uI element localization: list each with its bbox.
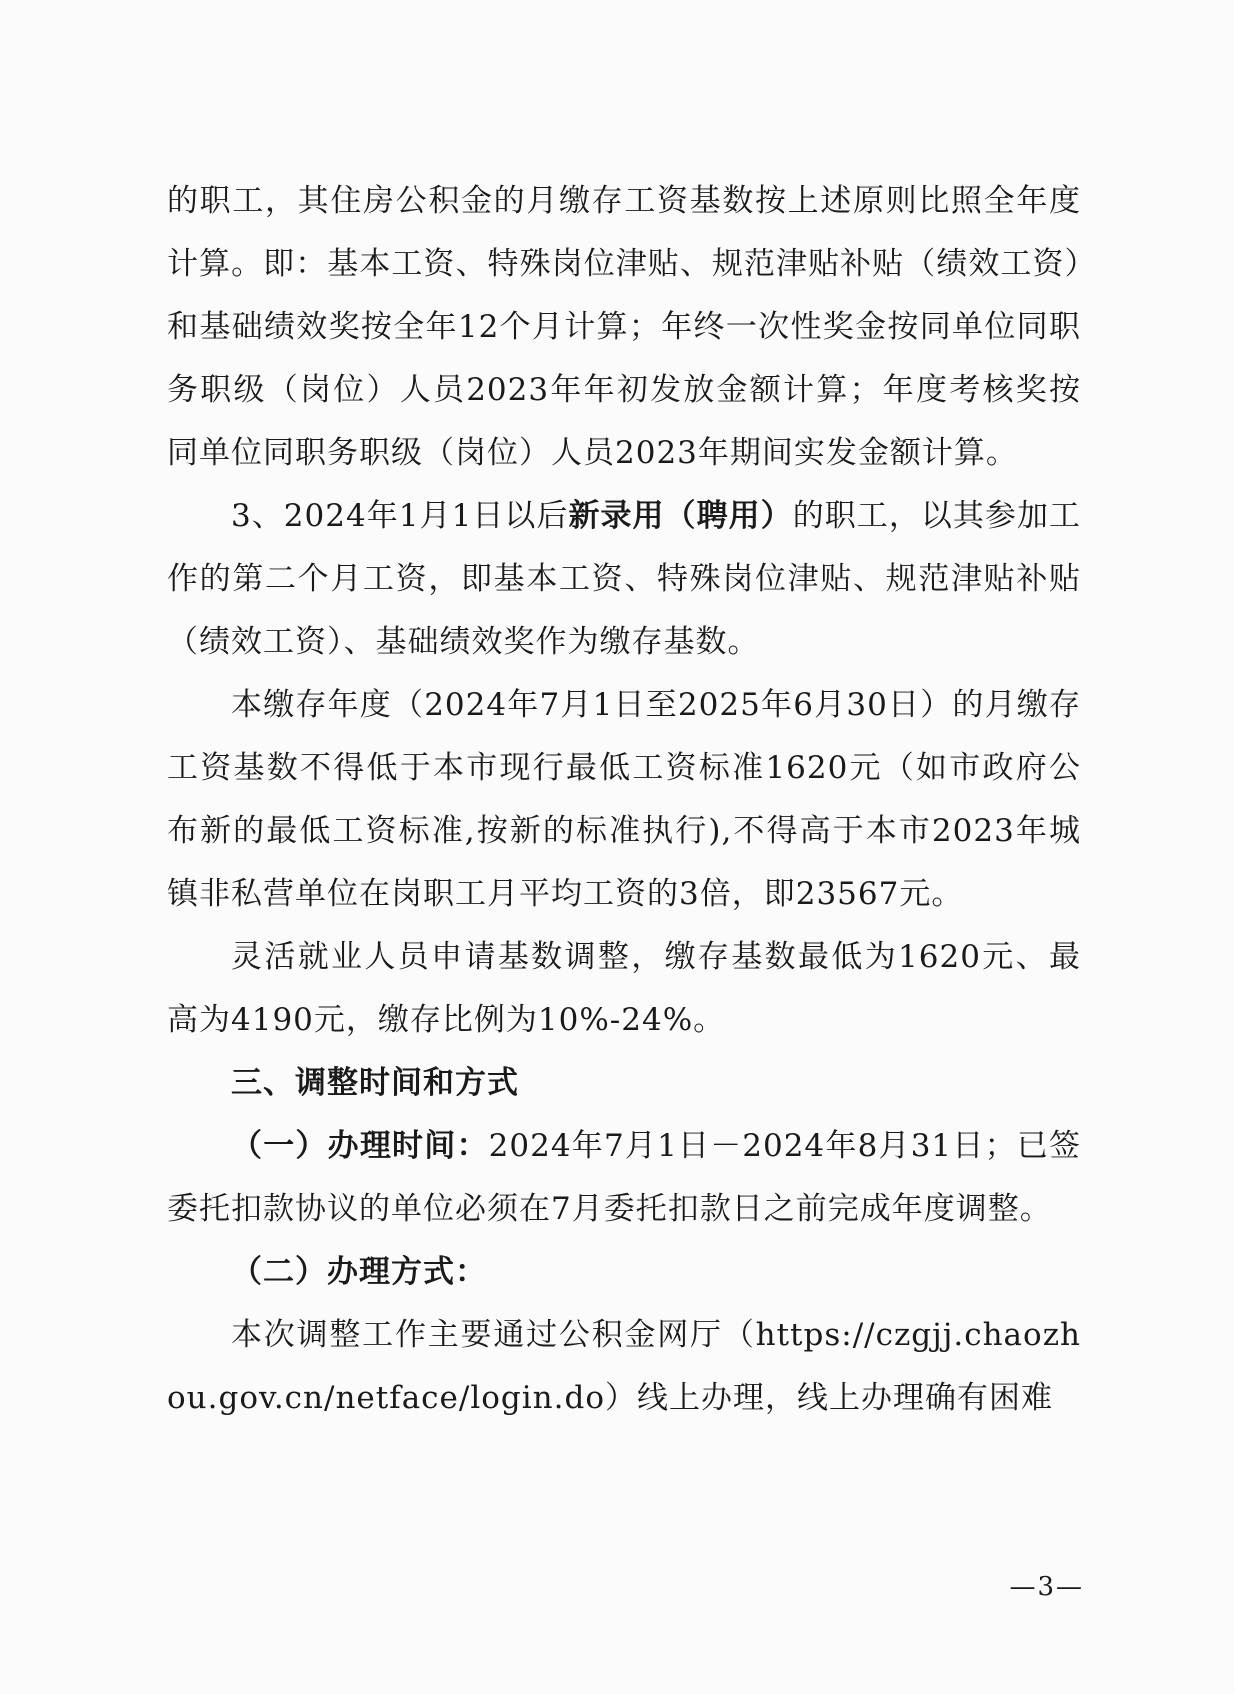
paragraph-new-hires (167, 485, 1081, 674)
subsection-method-label: （二）办理方式： (231, 1254, 487, 1290)
paragraph-new-hires-suffix: 的职工，以其参加工作的第二个月工资，即基本工资、特殊岗位津贴、规范津贴补贴（绩效工资）、基础绩效奖作为缴存基数。 (167, 498, 1082, 660)
document-body (167, 170, 1081, 1430)
subsection-method (167, 1241, 1081, 1304)
subsection-time (167, 1115, 1081, 1241)
paragraph-new-hires-prefix: 3、2024年1月1日以后 (231, 498, 569, 534)
section-heading: 三、调整时间和方式 (231, 1065, 519, 1101)
paragraph-contribution-base: 本缴存年度（2024年7月1日至2025年6月30日）的月缴存工资基数不得低于本市现行最低工资标准1620元（如市政府公布新的最低工资标准,按新的标准执行),不得高于本市2023年城镇非私营单位在岗职工月平均工资的3倍，即23567元。 (167, 687, 1081, 912)
subsection-time-text: 2024年7月1日－2024年8月31日；已签委托扣款协议的单位必须在7月委托扣款日之前完成年度调整。 (167, 1128, 1081, 1227)
paragraph-online-process: 本次调整工作主要通过公积金网厅（https://czgjj.chaozhou.gov.cn/netface/login.do）线上办理，线上办理确有困难 (167, 1317, 1081, 1416)
paragraph-continuation: 的职工，其住房公积金的月缴存工资基数按上述原则比照全年度计算。即：基本工资、特殊岗位津贴、规范津贴补贴（绩效工资）和基础绩效奖按全年12个月计算；年终一次性奖金按同单位同职务职级（岗位）人员2023年年初发放金额计算；年度考核奖按同单位同职务职级（岗位）人员2023年期间实发金额计算。 (167, 183, 1081, 471)
subsection-time-label: （一）办理时间： (231, 1128, 489, 1164)
paragraph-new-hires-bold: 新录用（聘用） (568, 498, 793, 534)
page-number: —3— (1009, 1572, 1084, 1602)
paragraph-flexible-employment: 灵活就业人员申请基数调整，缴存基数最低为1620元、最高为4190元，缴存比例为10%-24%。 (167, 939, 1081, 1038)
